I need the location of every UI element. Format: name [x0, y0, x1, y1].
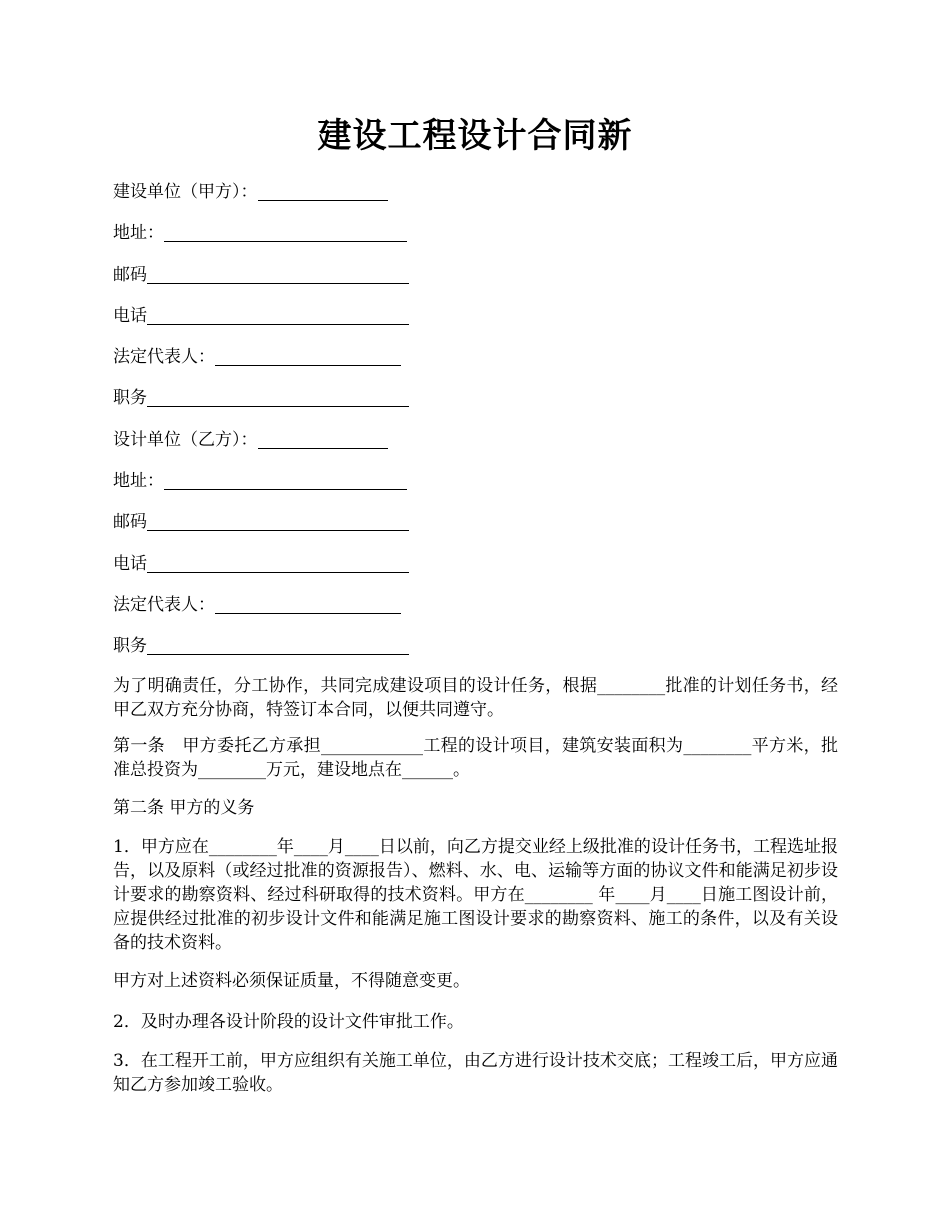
article-2-clause-3: 3．在工程开工前，甲方应组织有关施工单位，由乙方进行设计技术交底；工程竣工后，甲方应通知乙方参加竣工验收。	[113, 1050, 838, 1095]
party-a-position-label: 职务	[113, 388, 147, 409]
party-a-unit-label: 建设单位（甲方）：	[113, 182, 258, 202]
party-b-postcode-blank	[147, 510, 409, 531]
document-title: 建设工程设计合同新	[317, 116, 633, 156]
party-b-address-label: 地址：	[113, 471, 164, 492]
party-b-legal-rep-label: 法定代表人：	[113, 594, 215, 615]
party-a-unit-blank	[258, 180, 388, 201]
party-a-address-label: 地址：	[113, 223, 164, 244]
party-b-position-label: 职务	[113, 636, 147, 657]
party-b-unit-blank	[258, 428, 388, 449]
article-2-clause-1: 1．甲方应在________年____月____日以前，向乙方提交业经上级批准的设计任务书，工程选址报告，以及原料（或经过批准的资源报告）、燃料、水、电、运输等方面的协议文件和能满足初步设计要求的勘察资料、经过科研取得的技术资料。甲方在________ 年____月____日施工图设计前，应提供经过批准的初步设计文件和能满足施工图设计要求的勘察资料、施工的条件，以及有关设备的技术资料。	[113, 836, 838, 953]
party-b-phone-field	[113, 550, 838, 579]
article-2-heading: 第二条 甲方的义务	[113, 797, 255, 818]
document-body	[113, 178, 838, 1109]
party-a-address-field	[113, 219, 838, 248]
party-b-position-blank	[147, 634, 409, 655]
party-a-postcode-field	[113, 261, 838, 290]
party-b-unit-field	[113, 426, 838, 455]
party-b-postcode-field	[113, 508, 838, 537]
party-a-legal-rep-label: 法定代表人：	[113, 347, 215, 368]
party-b-address-blank	[164, 469, 407, 490]
preamble-paragraph: 为了明确责任，分工协作，共同完成建设项目的设计任务，根据________批准的计划任务书，经甲乙双方充分协商，特签订本合同，以便共同遵守。	[113, 675, 838, 720]
party-a-phone-blank	[147, 304, 409, 325]
party-a-address-blank	[164, 221, 407, 242]
party-a-position-blank	[147, 386, 409, 407]
party-a-phone-label: 电话	[113, 305, 147, 326]
party-a-postcode-blank	[147, 263, 409, 284]
party-a-postcode-label: 邮码	[113, 264, 147, 285]
party-a-phone-field	[113, 302, 838, 331]
party-b-position-field	[113, 632, 838, 661]
party-b-address-field	[113, 467, 838, 496]
article-1-paragraph: 第一条 甲方委托乙方承担____________工程的设计项目，建筑安装面积为________平方米，批准总投资为________万元，建设地点在______。	[113, 735, 838, 780]
party-a-legal-rep-field	[113, 343, 838, 372]
party-b-postcode-label: 邮码	[113, 512, 147, 533]
party-b-unit-label: 设计单位（乙方）：	[113, 429, 258, 450]
party-a-legal-rep-blank	[215, 345, 401, 366]
article-2-quality-note: 甲方对上述资料必须保证质量，不得随意变更。	[113, 970, 470, 991]
party-a-position-field	[113, 384, 838, 413]
party-a-unit-field	[113, 178, 838, 207]
party-b-legal-rep-field	[113, 591, 838, 620]
party-b-legal-rep-blank	[215, 593, 401, 614]
party-b-phone-blank	[147, 552, 409, 573]
article-2-clause-2: 2．及时办理各设计阶段的设计文件审批工作。	[113, 1011, 464, 1032]
party-b-phone-label: 电话	[113, 553, 147, 574]
